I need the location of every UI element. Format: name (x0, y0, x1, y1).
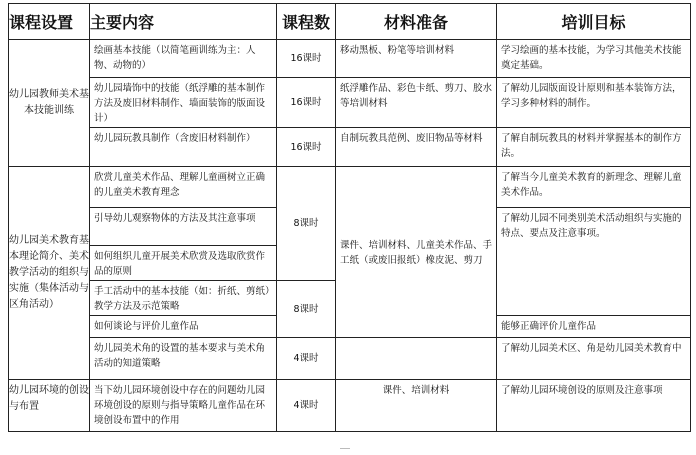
goal-cell: 了解幼儿园版面设计原则和基本装饰方法，学习多种材料的制作。 (497, 78, 691, 128)
header-module: 课程设置 (9, 4, 90, 40)
hours-cell: 16课时 (277, 128, 336, 167)
header-goals: 培训目标 (497, 4, 691, 40)
goal-cell: 学习绘画的基本技能，为学习其他美术技能奠定基础。 (497, 40, 691, 78)
content-cell: 幼儿园墙饰中的技能（纸浮雕的基本制作方法及废旧材料制作、墙面装饰的版面设计） (90, 78, 277, 128)
header-row (9, 4, 691, 40)
content-cell: 幼儿园玩教具制作（含废旧材料制作） (90, 128, 277, 167)
curriculum-table (8, 3, 691, 432)
module-name: 幼儿园环境的创设与布置 (9, 380, 90, 432)
goal-cell: 了解当今儿童美术教育的新理念、理解儿童美术作品。 (497, 167, 691, 208)
module-name: 幼儿园教师美术基本技能训练 (9, 40, 90, 167)
table-row (9, 40, 691, 78)
table-row (9, 380, 691, 432)
materials-cell (336, 338, 497, 380)
table-row (9, 167, 691, 208)
goal-cell: 了解幼儿园不同类别美术活动组织与实施的特点、要点及注意事项。 (497, 208, 691, 316)
goal-cell: 了解幼儿园环境创设的原则及注意事项 (497, 380, 691, 432)
hours-cell: 16课时 (277, 78, 336, 128)
content-cell: 如何组织儿童开展美术欣赏及选取欣赏作品的原则 (90, 246, 277, 281)
table-row (9, 128, 691, 167)
content-cell: 当下幼儿园环境创设中存在的问题幼儿园环境创设的原则与指导策略儿童作品在环境创设布置中的作用 (90, 380, 277, 432)
content-cell: 欣赏儿童美术作品、理解儿童画树立正确的儿童美术教育理念 (90, 167, 277, 208)
hours-cell: 4课时 (277, 380, 336, 432)
materials-cell: 移动黑板、粉笔等培训材料 (336, 40, 497, 78)
content-cell: 手工活动中的基本技能（如：折纸、剪纸）教学方法及示范策略 (90, 281, 277, 316)
hours-cell: 4课时 (277, 338, 336, 380)
goal-cell: 能够正确评价儿童作品 (497, 316, 691, 338)
content-cell: 绘画基本技能（以简笔画训练为主：人物、动物的） (90, 40, 277, 78)
content-cell: 幼儿园美术角的设置的基本要求与美术角活动的知道策略 (90, 338, 277, 380)
content-cell: 引导幼儿观察物体的方法及其注意事项 (90, 208, 277, 246)
materials-cell: 纸浮雕作品、彩色卡纸、剪刀、胶水等培训材料 (336, 78, 497, 128)
header-materials: 材料准备 (336, 4, 497, 40)
goal-cell: 了解自制玩教具的材料并掌握基本的制作方法。 (497, 128, 691, 167)
materials-cell: 自制玩教具范例、废旧物品等材料 (336, 128, 497, 167)
header-content: 主要内容 (90, 4, 277, 40)
header-hours: 课程数 (277, 4, 336, 40)
module-name: 幼儿园美术教育基本理论简介、美术教学活动的组织与实施（集体活动与区角活动） (9, 167, 90, 380)
hours-cell: 8课时 (277, 167, 336, 281)
table-row (9, 338, 691, 380)
materials-cell: 课件、培训材料 (336, 380, 497, 432)
content-cell: 如何谈论与评价儿童作品 (90, 316, 277, 338)
table-row (9, 78, 691, 128)
goal-cell: 了解幼儿园美术区、角是幼儿园美术教育中 (497, 338, 691, 380)
hours-cell: 16课时 (277, 40, 336, 78)
hours-cell: 8课时 (277, 281, 336, 338)
materials-cell: 课件、培训材料、儿童美术作品、手工纸（或废旧报纸）橡皮泥、剪刀 (336, 167, 497, 338)
